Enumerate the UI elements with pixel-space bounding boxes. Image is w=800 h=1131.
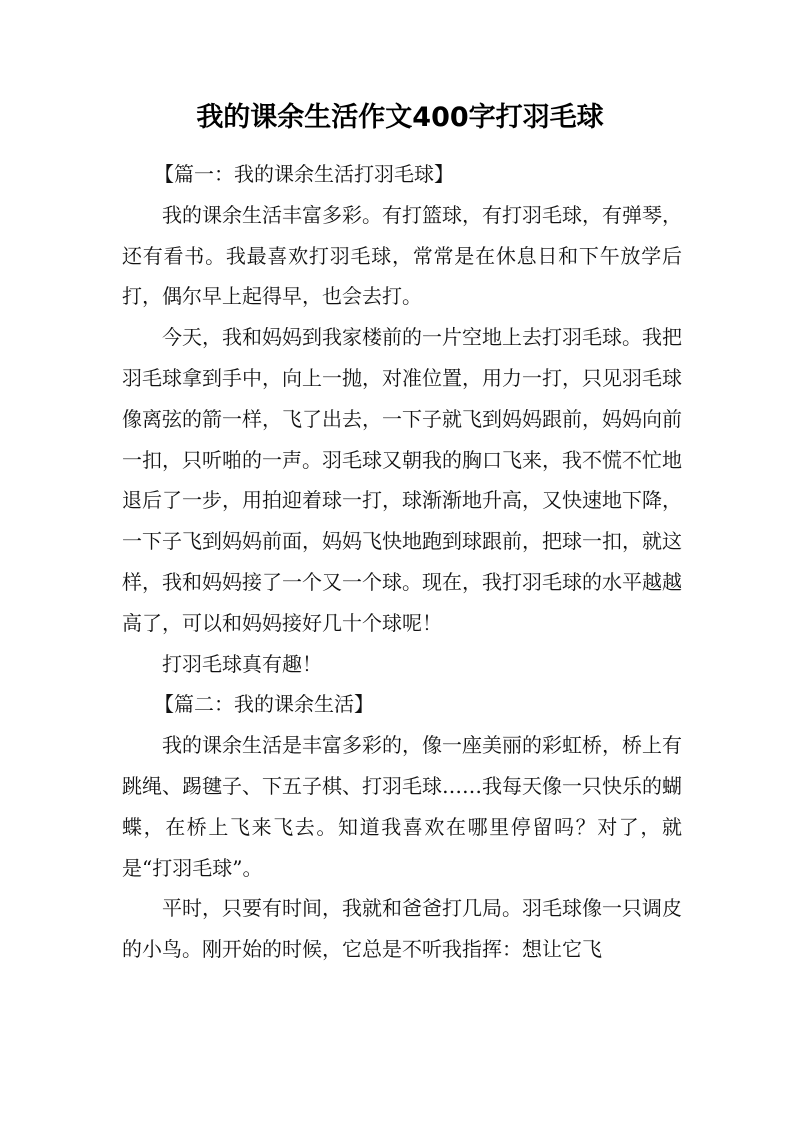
paragraph: 今天，我和妈妈到我家楼前的一片空地上去打羽毛球。我把羽毛球拿到手中，向上一抛，对准位置，用力一打，只见羽毛球像离弦的箭一样，飞了出去，一下子就飞到妈妈跟前，妈妈向前一扣，只听啪的一声。羽毛球又朝我的胸口飞来，我不慌不忙地退后了一步，用拍迎着球一打，球渐渐地升高，又快速地下降，一下子飞到妈妈前面，妈妈飞快地跑到球跟前，把球一扣，就这样，我和妈妈接了一个又一个球。现在，我打羽毛球的水平越越高了，可以和妈妈接好几十个球呢！ (122, 325, 682, 635)
document-body (122, 154, 682, 970)
paragraph: 平时，只要有时间，我就和爸爸打几局。羽毛球像一只调皮的小鸟。刚开始的时候，它总是不听我指挥：想让它飞 (122, 896, 682, 962)
section-heading: 【篇一：我的课余生活打羽毛球】 (154, 162, 454, 186)
paragraph: 我的课余生活丰富多彩。有打篮球，有打羽毛球，有弹琴，还有看书。我最喜欢打羽毛球，常常是在休息日和下午放学后打，偶尔早上起得早，也会去打。 (122, 202, 682, 309)
paragraph: 打羽毛球真有趣！ (162, 651, 322, 676)
document-title: 我的课余生活作文400字打羽毛球 (196, 102, 604, 133)
paragraph: 我的课余生活是丰富多彩的，像一座美丽的彩虹桥，桥上有跳绳、踢毽子、下五子棋、打羽毛球……我每天像一只快乐的蝴蝶，在桥上飞来飞去。知道我喜欢在哪里停留吗？对了，就是“打羽毛球”。 (122, 733, 682, 880)
section-heading: 【篇二：我的课余生活】 (154, 692, 374, 717)
